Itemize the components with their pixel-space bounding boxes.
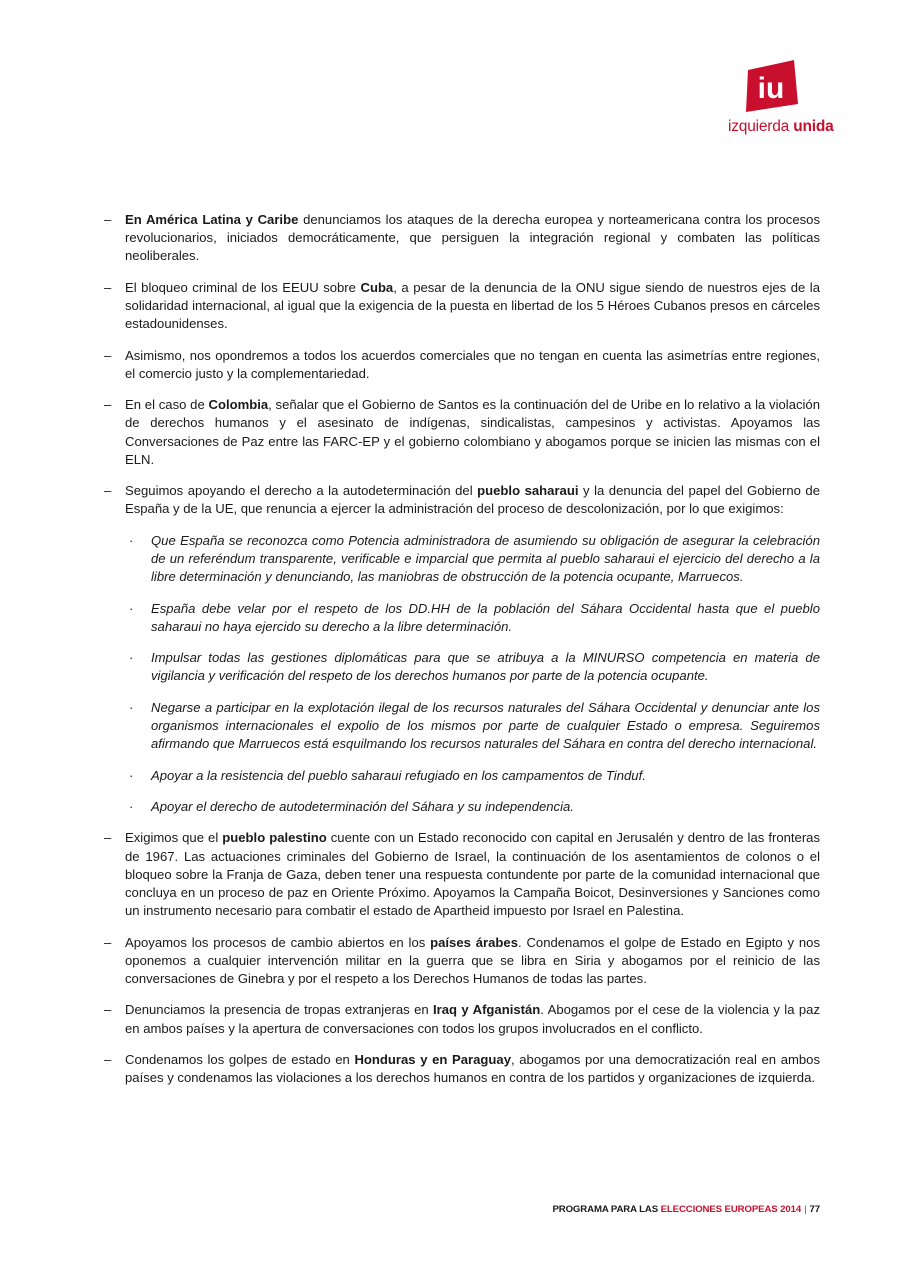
item-text: Exigimos que el <box>125 830 223 846</box>
bullet-marker: · <box>129 767 134 783</box>
list-item <box>104 279 820 334</box>
dash-marker: – <box>104 212 112 227</box>
bold-text: pueblo palestino <box>222 830 327 846</box>
footer-prefix: PROGRAMA PARA LAS <box>552 1204 661 1215</box>
item-text: En el caso de <box>125 397 209 413</box>
bullet-marker: · <box>129 699 134 715</box>
bold-text: Iraq y Afganistán <box>433 1002 541 1018</box>
brand-name <box>728 118 834 136</box>
document-body <box>104 211 820 1101</box>
list-item <box>104 482 820 518</box>
bullet-marker: · <box>129 600 134 616</box>
bullet-marker: · <box>129 798 134 814</box>
item-text: Asimismo, nos opondremos a todos los acuerdos comerciales que no tengan en cuenta las asimetrías entre regiones, el comercio justo y la complementariedad. <box>125 347 820 381</box>
bullet-marker: · <box>129 650 134 666</box>
item-text: Seguimos apoyando el derecho a la autodeterminación del <box>125 483 478 499</box>
list-item <box>104 1001 820 1037</box>
sub-list-item <box>104 532 820 587</box>
sub-list-item <box>104 699 820 754</box>
bullet-marker: · <box>129 532 134 548</box>
sub-list-item <box>104 600 820 636</box>
item-text: Condenamos los golpes de estado en <box>125 1051 355 1067</box>
list-item <box>104 347 820 383</box>
sub-item-text: Impulsar todas las gestiones diplomáticas para que se atribuya a la MINURSO competencia en materia de vigilancia y verificación del respeto de los derechos humanos por parte de la potencia ocupante. <box>151 650 820 684</box>
dash-marker: – <box>104 347 112 363</box>
dash-marker: – <box>104 830 112 846</box>
bold-text: países árabes <box>430 934 518 950</box>
list-item <box>104 396 820 469</box>
item-text: . Abogamos por el cese de la violencia y la paz en ambos países y la apertura de conversaciones con todos los grupos involucrados en el conflicto. <box>125 1002 820 1036</box>
item-text: cuente con un Estado reconocido con capital en Jerusalén y dentro de las fronteras de 1967. Las actuaciones criminales del Gobierno de Israel, la continuación de los asentamientos de colonos o el bloqueo sobre la Franja de Gaza, deben tener una respuesta contundente por parte de la comunidad internacional que concluya en un proceso de paz en Oriente Próximo. Apoyamos la Campaña Boicot, Desinversiones y Sanciones como un instrumento necesario para combatir el estado de Apartheid impuesto por Israel en Palestina. <box>125 830 821 919</box>
bold-text: pueblo saharaui <box>477 483 579 499</box>
bold-text: Colombia <box>208 397 269 413</box>
list-item <box>104 211 820 266</box>
item-text: denunciamos los ataques de la derecha europea y norteamericana contra los procesos revolucionarios, iniciados democráticamente, que persiguen la integración regional y combaten las políticas neoliberales. <box>125 212 820 264</box>
item-text: Apoyamos los procesos de cambio abiertos en los <box>125 934 431 950</box>
dash-marker: – <box>104 934 112 950</box>
sub-item-text: Que España se reconozca como Potencia administradora de asumiendo su obligación de asegurar la celebración de un referéndum transparente, verificable e imparcial que permita al pueblo saharaui el ejercicio del derecho a la libre determinación y denunciando, las maniobras de obstrucción de la potencia ocupante, Marruecos. <box>151 532 820 585</box>
dash-marker: – <box>104 483 112 499</box>
sub-list-item <box>104 798 820 816</box>
dash-marker: – <box>104 397 112 413</box>
dash-marker: – <box>104 279 112 295</box>
svg-text:iu: iu <box>757 72 785 105</box>
bold-text: Cuba <box>360 279 394 295</box>
item-text: , señalar que el Gobierno de Santos es la continuación del de Uribe en lo relativo a la violación de derechos humanos y el asesinato de indígenas, sindicalistas, campesinos y activistas. Apoyamos las Conversaciones de Paz entre las FARC-EP y el gobierno colombiano y abogamos porque se inicien las mismas con el ELN. <box>125 397 820 467</box>
item-text: , a pesar de la denuncia de la ONU sigue siendo de nuestros ejes de la solidaridad internacional, al igual que la exigencia de la puesta en libertad de los 5 Héroes Cubanos presos en cárceles estadounidenses. <box>125 279 821 332</box>
item-text: , abogamos por una democratización real en ambos países y condenamos las violaciones a los derechos humanos en contra de los partidos y organizaciones de izquierda. <box>125 1051 821 1086</box>
footer-highlight: ELECCIONES EUROPEAS 2014 <box>660 1204 802 1215</box>
bold-text: En América Latina y Caribe <box>125 212 299 227</box>
footer-separator: | <box>804 1204 807 1215</box>
logo <box>728 58 834 136</box>
item-text: y la denuncia del papel del Gobierno de España y de la UE, que renuncia a ejercer la administración del proceso de descolonización, por lo que exigimos: <box>125 483 820 517</box>
dash-marker: – <box>104 1002 112 1018</box>
item-text: . Condenamos el golpe de Estado en Egipto y nos oponemos a cualquier intervención militar en la guerra que se libra en Siria y abogamos por el reinicio de las conversaciones de Ginebra y por el respeto a los Derechos Humanos de todas las partes. <box>125 934 821 986</box>
sub-list-item <box>104 649 820 685</box>
list-item <box>104 934 820 989</box>
sub-item-text: Negarse a participar en la explotación ilegal de los recursos naturales del Sáhara Occidental y denunciar ante los organismos internacionales el expolio de los mismos por parte de cualquier Estado o empresa. Seguiremos afirmando que Marruecos está esquilmando los recursos naturales del Sáhara en contra del derecho internacional. <box>151 699 820 752</box>
sub-item-text: España debe velar por el respeto de los DD.HH de la población del Sáhara Occidental hasta que el pueblo saharaui no haya ejercido su derecho a la libre determinación. <box>151 600 820 634</box>
list-item <box>104 1051 820 1087</box>
bold-text: Honduras y en Paraguay <box>354 1051 511 1067</box>
brand-name-part1: izquierda <box>728 118 790 135</box>
iu-logo-icon <box>742 58 800 116</box>
item-text: El bloqueo criminal de los EEUU sobre <box>125 279 361 295</box>
sub-item-text: Apoyar el derecho de autodeterminación del Sáhara y su independencia. <box>151 798 574 814</box>
sub-item-text: Apoyar a la resistencia del pueblo saharaui refugiado en los campamentos de Tinduf. <box>151 767 646 783</box>
page-footer <box>552 1204 820 1215</box>
list-item <box>104 829 820 920</box>
dash-marker: – <box>104 1051 112 1067</box>
sub-list-item <box>104 767 820 785</box>
item-text: Denunciamos la presencia de tropas extranjeras en <box>125 1002 434 1018</box>
page-number: 77 <box>809 1204 820 1215</box>
brand-name-part2: unida <box>793 118 834 135</box>
